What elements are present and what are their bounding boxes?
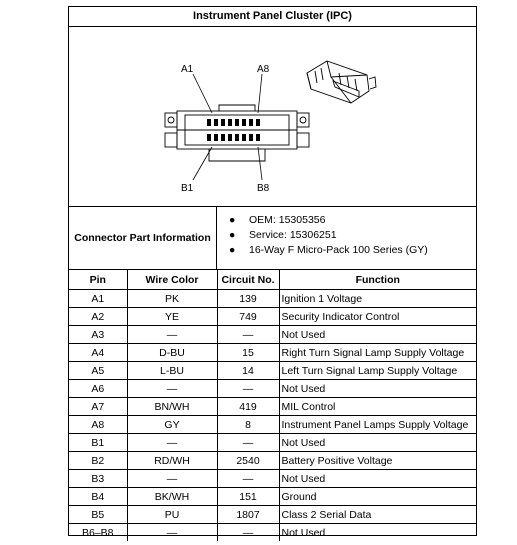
table-header-row (69, 270, 476, 290)
circuit-cell: — (217, 326, 279, 344)
callout-b8: B8 (257, 183, 270, 194)
function-cell: Right Turn Signal Lamp Supply Voltage (279, 344, 476, 362)
function-cell: Class 2 Serial Data (279, 506, 476, 524)
wire-color-cell: YE (127, 308, 217, 326)
table-row (69, 290, 476, 308)
circuit-cell: — (217, 524, 279, 542)
wire-color-cell: — (127, 434, 217, 452)
wire-color-cell: — (127, 470, 217, 488)
part-info-oem: OEM: 15305356 (249, 214, 326, 226)
connector-document (68, 6, 477, 539)
pin-cell: A5 (69, 362, 127, 380)
wire-color-cell: BK/WH (127, 488, 217, 506)
wire-color-cell: PU (127, 506, 217, 524)
function-cell: MIL Control (279, 398, 476, 416)
header-circuit-no: Circuit No. (217, 270, 279, 290)
callout-b1: B1 (181, 183, 194, 194)
function-cell: Not Used (279, 524, 476, 542)
wire-color-cell: — (127, 326, 217, 344)
circuit-cell: 15 (217, 344, 279, 362)
table-row (69, 308, 476, 326)
leader-line-a1 (193, 74, 212, 113)
circuit-cell: 749 (217, 308, 279, 326)
pin-cell: B3 (69, 470, 127, 488)
part-info-item (229, 228, 428, 243)
connector-figure (69, 27, 476, 207)
table-row (69, 506, 476, 524)
pin-cell: A2 (69, 308, 127, 326)
callout-a8: A8 (257, 64, 270, 75)
table-row (69, 344, 476, 362)
table-row (69, 326, 476, 344)
part-info-item (229, 213, 428, 228)
part-info-list (229, 213, 428, 258)
function-cell: Battery Positive Voltage (279, 452, 476, 470)
leader-line-b8 (258, 147, 262, 180)
pin-cell: A3 (69, 326, 127, 344)
circuit-cell: 419 (217, 398, 279, 416)
bullet-icon: ● (229, 229, 236, 241)
pin-cell: B1 (69, 434, 127, 452)
wire-color-cell: — (127, 380, 217, 398)
pin-cell: B6–B8 (69, 524, 127, 542)
function-cell: Ignition 1 Voltage (279, 290, 476, 308)
part-info-description: 16-Way F Micro-Pack 100 Series (GY) (249, 244, 428, 256)
header-pin: Pin (69, 270, 127, 290)
connector-face (165, 105, 309, 161)
circuit-cell: 139 (217, 290, 279, 308)
part-info-label: Connector Part Information (69, 207, 217, 269)
table-row (69, 452, 476, 470)
wire-color-cell: — (127, 524, 217, 542)
circuit-cell: 1807 (217, 506, 279, 524)
connector-isometric-view (307, 61, 376, 103)
table-row (69, 470, 476, 488)
table-row (69, 434, 476, 452)
circuit-cell: — (217, 434, 279, 452)
leader-line-a8 (258, 74, 262, 113)
bullet-icon: ● (229, 214, 236, 226)
function-cell: Not Used (279, 380, 476, 398)
function-cell: Not Used (279, 434, 476, 452)
connector-part-information (69, 207, 476, 270)
wire-color-cell: PK (127, 290, 217, 308)
pin-cell: A8 (69, 416, 127, 434)
pin-cell: B2 (69, 452, 127, 470)
function-cell: Not Used (279, 326, 476, 344)
wire-color-cell: D-BU (127, 344, 217, 362)
table-row (69, 416, 476, 434)
connector-illustration (69, 27, 476, 206)
circuit-cell: 2540 (217, 452, 279, 470)
circuit-cell: — (217, 380, 279, 398)
header-wire-color: Wire Color (127, 270, 217, 290)
wire-color-cell: GY (127, 416, 217, 434)
wire-color-cell: BN/WH (127, 398, 217, 416)
pin-cell: A7 (69, 398, 127, 416)
function-cell: Instrument Panel Lamps Supply Voltage (279, 416, 476, 434)
function-cell: Ground (279, 488, 476, 506)
pin-cell: A6 (69, 380, 127, 398)
callout-a1: A1 (181, 64, 194, 75)
pin-cell: A1 (69, 290, 127, 308)
circuit-cell: 151 (217, 488, 279, 506)
document-title: Instrument Panel Cluster (IPC) (69, 7, 476, 27)
wire-color-cell: RD/WH (127, 452, 217, 470)
circuit-cell: 14 (217, 362, 279, 380)
table-row (69, 380, 476, 398)
circuit-cell: 8 (217, 416, 279, 434)
header-function: Function (279, 270, 476, 290)
function-cell: Left Turn Signal Lamp Supply Voltage (279, 362, 476, 380)
pin-cell: A4 (69, 344, 127, 362)
part-info-service: Service: 15306251 (249, 229, 337, 241)
bullet-icon: ● (229, 244, 236, 256)
pin-cell: B4 (69, 488, 127, 506)
wire-color-cell: L-BU (127, 362, 217, 380)
function-cell: Security Indicator Control (279, 308, 476, 326)
function-cell: Not Used (279, 470, 476, 488)
circuit-cell: — (217, 470, 279, 488)
table-row (69, 398, 476, 416)
pin-cell: B5 (69, 506, 127, 524)
table-row (69, 524, 476, 542)
table-row (69, 488, 476, 506)
pinout-table (69, 270, 476, 541)
table-row (69, 362, 476, 380)
part-info-item (229, 243, 428, 258)
